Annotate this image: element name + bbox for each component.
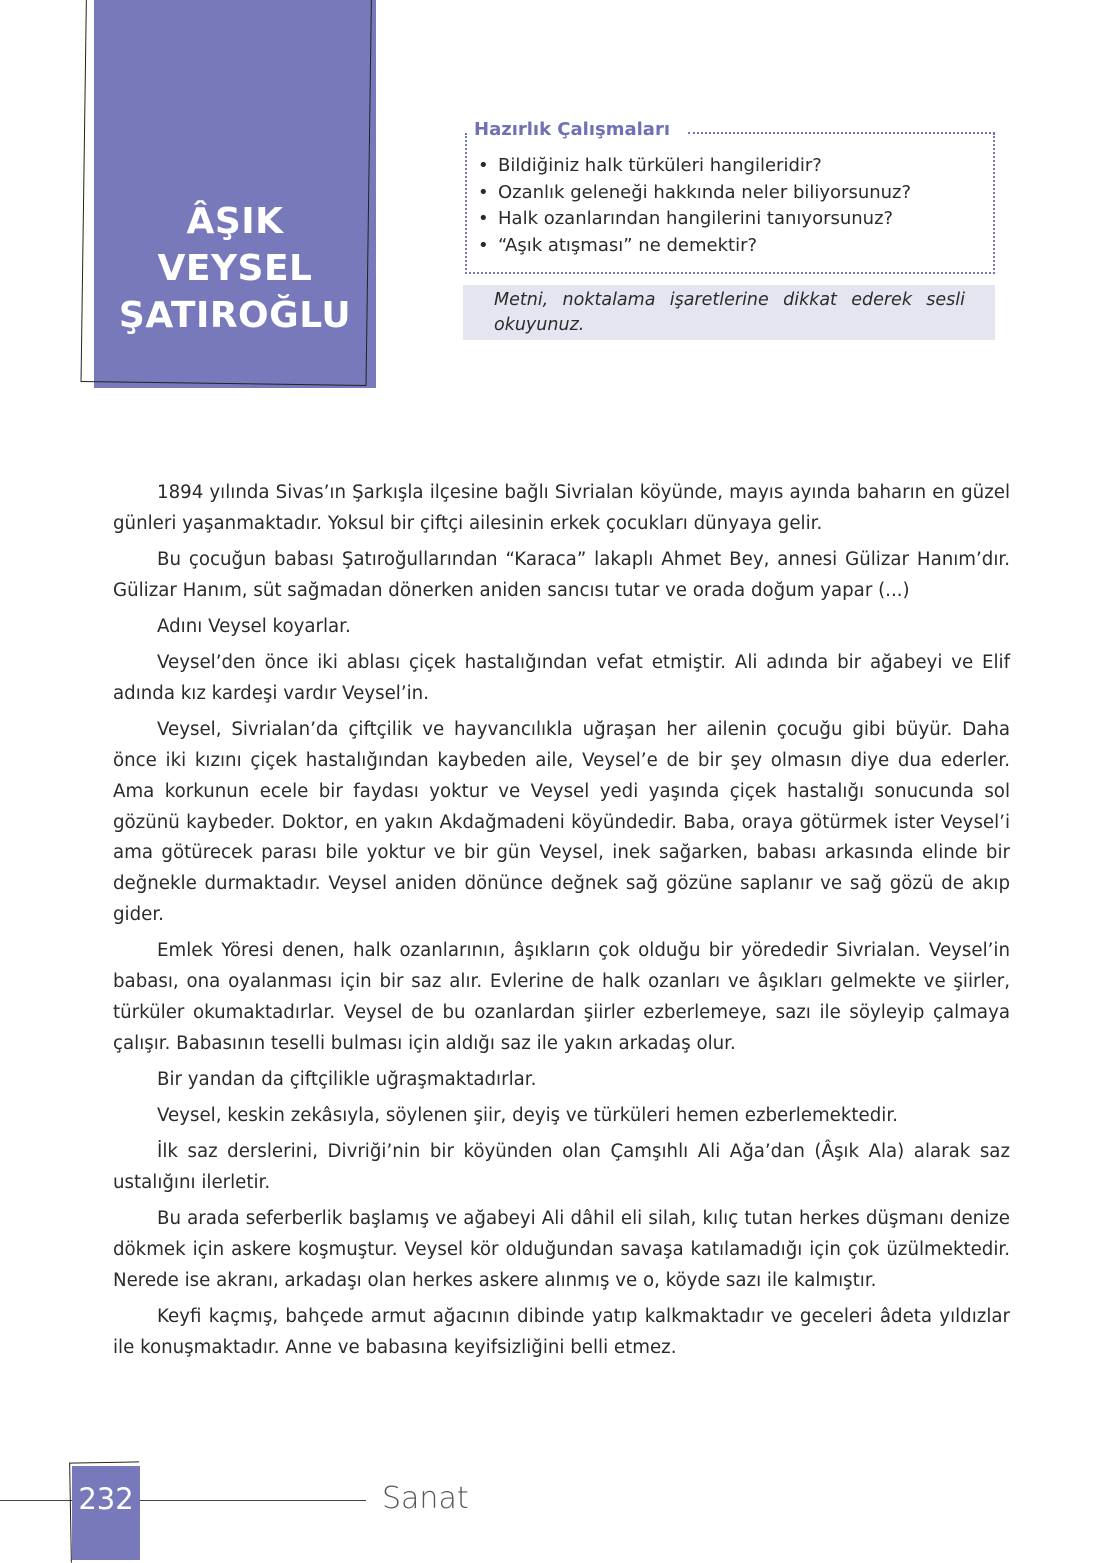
paragraph: İlk saz derslerini, Divriği’nin bir köyünden olan Çamşıhlı Ali Ağa’dan (Âşık Ala) alarak saz ustalığını ilerletir. [113,1141,1010,1193]
page-title [94,198,376,339]
paragraph: Veysel, keskin zekâsıyla, söylenen şiir, deyiş ve türküleri hemen ezberlemektedir. [157,1104,898,1126]
title-line-1: ÂŞIK [186,201,284,242]
paragraph: Bu çocuğun babası Şatıroğullarından “Karaca” lakaplı Ahmet Bey, annesi Gülizar Hanım’dır. Gülizar Hanım, süt sağmadan dönerken aniden sancısı tutar ve orada doğum yapar (...) [113,548,1010,601]
footer-rule [0,1500,366,1501]
page-number: 232 [78,1482,134,1516]
paragraph: Bu arada seferberlik başlamış ve ağabeyi Ali dâhil eli silah, kılıç tutan herkes düşmanı denize dökmek için askere koşmuştur. Veysel kör olduğundan savaşa katılamadığı için çok üzülmektedir. Nerede ise akranı, arkadaşı olan herkes askere alınmış ve o, köyde sazı ile kalmıştır. [113,1208,1010,1291]
paragraph: Bir yandan da çiftçilikle uğraşmaktadırlar. [157,1068,537,1090]
question-item: • Ozanlık geleneği hakkında neler biliyorsunuz? [476,180,911,207]
paragraph: Veysel, Sivrialan’da çiftçilik ve hayvancılıkla uğraşan her ailenin çocuğu gibi büyür. Daha önce iki kızını çiçek hastalığından kaybeden aile, Veysel’e de bir şey olmasın diye dua ederler. Ama korkunun ecele bir faydası yoktur ve Veysel yedi yaşında çiçek hastalığı sonucunda sol gözünü kaybeder. Doktor, en yakın Akdağmadeni köyündedir. Baba, oraya götürmek ister Veysel’i ama götürecek parası bile yoktur ve bir gün Veysel, inek sağarken, babası arkasında elinde bir değnekle durmaktadır. Veysel aniden dönünce değnek sağ gözüne saplanır ve sağ gözü de akıp gider. [113,719,1010,925]
article-body [113,478,1010,1369]
preparation-heading: Hazırlık Çalışmaları [474,119,678,140]
paragraph: Emlek Yöresi denen, halk ozanlarının, âşıkların çok olduğu bir yörededir Sivrialan. Veysel’in babası, ona oyalanması için bir saz alır. Evlerine de halk ozanları ve âşıkları gelmekte ve şiirler, türküler okumaktadırlar. Veysel de bu ozanlardan şiirler ezberlemeye, sazı ile söyleyip çalmaya çalışır. Babasının teselli bulması için aldığı saz ile yakın arkadaş olur. [113,940,1010,1054]
paragraph: Keyfi kaçmış, bahçede armut ağacının dibinde yatıp kalkmaktadır ve geceleri âdeta yıldızlar ile konuşmaktadır. Anne ve babasına keyifsizliğini belli etmez. [113,1305,1010,1358]
paragraph: 1894 yılında Sivas’ın Şarkışla ilçesine bağlı Sivrialan köyünde, mayıs ayında baharın en güzel günleri yaşanmaktadır. Yoksul bir çiftçi ailesinin erkek çocukları dünyaya gelir. [113,482,1010,534]
reading-instruction: Metni, noktalama işaretlerine dikkat ederek sesli okuyunuz. [463,285,995,340]
question-item: • “Aşık atışması” ne demektir? [476,233,911,260]
section-name: Sanat [382,1481,469,1516]
preparation-questions [476,153,911,259]
title-line-3: ŞATIROĞLU [118,295,352,336]
question-item: • Halk ozanlarından hangilerini tanıyorsunuz? [476,206,911,233]
title-line-2: VEYSEL [157,248,313,289]
paragraph: Veysel’den önce iki ablası çiçek hastalığından vefat etmiştir. Ali adında bir ağabeyi ve Elif adında kız kardeşi vardır Veysel’in. [113,652,1010,704]
paragraph: Adını Veysel koyarlar. [157,615,351,637]
question-item: • Bildiğiniz halk türküleri hangileridir? [476,153,911,180]
